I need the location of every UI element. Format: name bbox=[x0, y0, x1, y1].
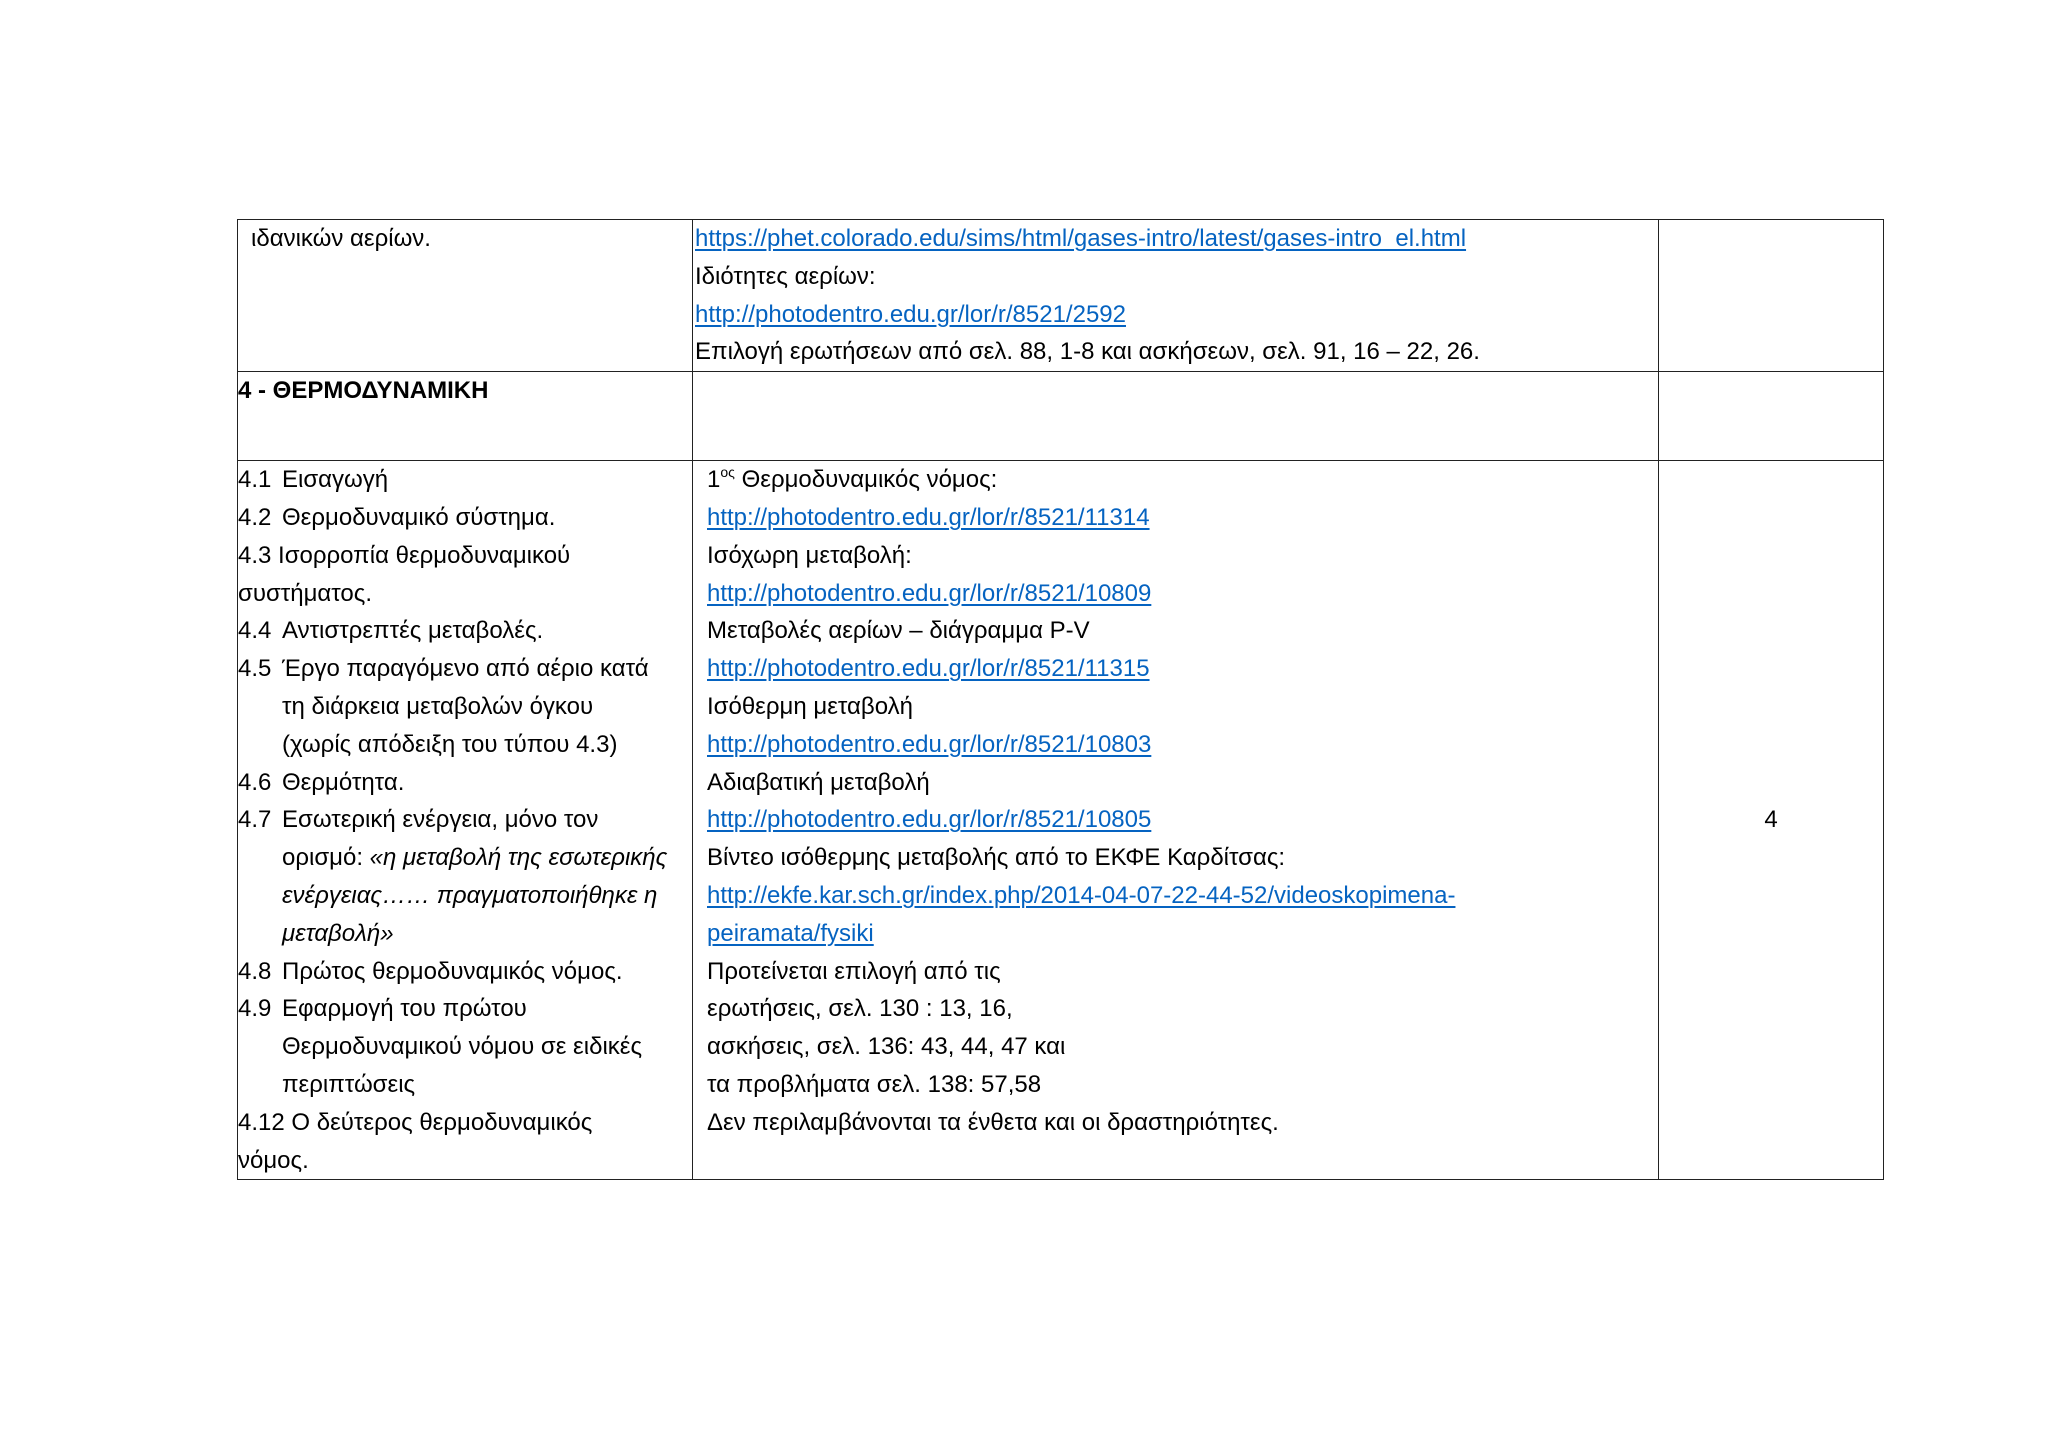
topic-item: 4.2 Θερμοδυναμικό σύστημα. bbox=[238, 503, 556, 531]
ekfe-video-link[interactable]: http://ekfe.kar.sch.gr/index.php/2014-04-07-22-44-52/videoskopimena- bbox=[707, 881, 1456, 909]
topic-item-cont: Θερμοδυναμικού νόμου σε ειδικές bbox=[282, 1033, 643, 1061]
adiabatic-link[interactable]: http://photodentro.edu.gr/lor/r/8521/10805 bbox=[707, 806, 1152, 834]
chapter-cell bbox=[238, 372, 693, 461]
exclusion-note: Δεν περιλαμβάνονται τα ένθετα και οι δραστηριότητες. bbox=[707, 1108, 1279, 1136]
suggestion-text: ασκήσεις, σελ. 136: 43, 44, 47 και bbox=[707, 1033, 1066, 1061]
pv-diagram-link[interactable]: http://photodentro.edu.gr/lor/r/8521/11315 bbox=[707, 655, 1150, 683]
table-row bbox=[238, 372, 1884, 461]
topic-item-cont: ορισμό: «η μεταβολή της εσωτερικής bbox=[282, 844, 668, 872]
isothermal-label: Ισόθερμη μεταβολή bbox=[707, 692, 913, 720]
resources-cell bbox=[693, 220, 1659, 372]
isochoric-label: Ισόχωρη μεταβολή: bbox=[707, 541, 912, 569]
isochoric-link[interactable]: http://photodentro.edu.gr/lor/r/8521/10809 bbox=[707, 579, 1152, 607]
topic-item: 4.4 Αντιστρεπτές μεταβολές. bbox=[238, 617, 544, 645]
first-law-link[interactable]: http://photodentro.edu.gr/lor/r/8521/11314 bbox=[707, 503, 1150, 531]
pv-diagram-label: Μεταβολές αερίων – διάγραμμα P-V bbox=[707, 617, 1090, 645]
topic-cell bbox=[238, 220, 693, 372]
video-label: Βίντεο ισόθερμης μεταβολής από το ΕΚΦΕ Καρδίτσας: bbox=[707, 844, 1286, 872]
table-row bbox=[238, 220, 1884, 372]
first-law-label: $1^{o\varsigma}$ Θερμοδυναμικός νόμος: bbox=[707, 464, 998, 494]
chapter-title: 4 - ΘΕΡΜΟΔΥΝΑΜΙΚΗ bbox=[238, 377, 489, 405]
hours-value: 4 bbox=[1764, 806, 1778, 834]
topic-item-cont: περιπτώσεις bbox=[282, 1070, 416, 1098]
topic-item-cont: ενέργειας…… πραγματοποιήθηκε η bbox=[282, 881, 658, 909]
topic-item: 4.1 Εισαγωγή bbox=[238, 466, 389, 494]
topic-item-cont: νόμος. bbox=[238, 1146, 309, 1174]
isothermal-link[interactable]: http://photodentro.edu.gr/lor/r/8521/10803 bbox=[707, 730, 1152, 758]
hours-cell bbox=[1659, 220, 1884, 372]
topic-item-cont: μεταβολή» bbox=[282, 919, 394, 947]
topic-item: 4.5 Έργο παραγόμενο από αέριο κατά bbox=[238, 655, 649, 683]
topics-cell bbox=[238, 461, 693, 1180]
topic-item: 4.7 Εσωτερική ενέργεια, μόνο τον bbox=[238, 806, 599, 834]
syllabus-table bbox=[237, 219, 1884, 1180]
resources-cell bbox=[693, 461, 1659, 1180]
topic-item-cont: συστήματος. bbox=[238, 579, 373, 607]
suggestion-text: ερωτήσεις, σελ. 130 : 13, 16, bbox=[707, 995, 1013, 1023]
empty-cell bbox=[693, 372, 1659, 461]
hours-cell bbox=[1659, 461, 1884, 1180]
topic-item: 4.8 Πρώτος θερμοδυναμικός νόμος. bbox=[238, 957, 623, 985]
exercises-text: Επιλογή ερωτήσεων από σελ. 88, 1-8 και ασκήσεων, σελ. 91, 16 – 22, 26. bbox=[695, 338, 1480, 366]
topic-item: 4.6 Θερμότητα. bbox=[238, 768, 405, 796]
table-row bbox=[238, 461, 1884, 1180]
suggestion-text: τα προβλήματα σελ. 138: 57,58 bbox=[707, 1070, 1042, 1098]
phet-gases-link[interactable]: https://phet.colorado.edu/sims/html/gases-intro/latest/gases-intro_el.html bbox=[695, 225, 1467, 252]
ekfe-video-link-cont[interactable]: peiramata/fysiki bbox=[707, 919, 874, 947]
topic-item: 4.9 Εφαρμογή του πρώτου bbox=[238, 995, 527, 1023]
adiabatic-label: Αδιαβατική μεταβολή bbox=[707, 768, 930, 796]
topic-item: 4.12 Ο δεύτερος θερμοδυναμικός bbox=[238, 1108, 593, 1136]
topic-item-cont: (χωρίς απόδειξη του τύπου 4.3) bbox=[282, 730, 618, 758]
empty-cell bbox=[1659, 372, 1884, 461]
topic-item: 4.3 Ισορροπία θερμοδυναμικού bbox=[238, 541, 571, 569]
topic-text: ιδανικών αερίων. bbox=[251, 225, 431, 252]
photodentro-link[interactable]: http://photodentro.edu.gr/lor/r/8521/2592 bbox=[695, 300, 1126, 328]
topic-item-cont: τη διάρκεια μεταβολών όγκου bbox=[282, 692, 594, 720]
resource-label: Ιδιότητες αερίων: bbox=[695, 262, 876, 290]
suggestion-text: Προτείνεται επιλογή από τις bbox=[707, 957, 1001, 985]
